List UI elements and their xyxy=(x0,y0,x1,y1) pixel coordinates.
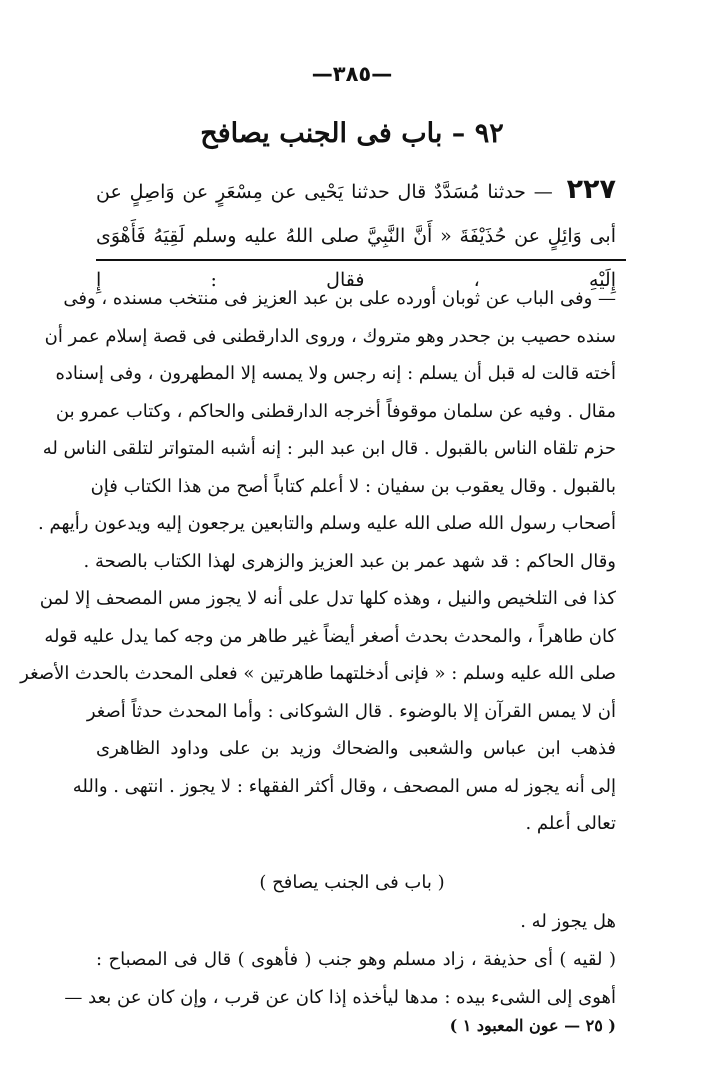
commentary-line: مقال . وفيه عن سلمان موقوفاً أخرجه الدارقطنى والحاكم ، وكتاب عمرو بن xyxy=(55,400,616,422)
commentary xyxy=(20,280,616,843)
notes-line: أهوى إلى الشىء بيده : مدها ليأخذه إذا كان عن قرب ، وإن كان عن بعد — xyxy=(64,987,616,1008)
commentary-line: كذا فى التلخيص والنيل ، وهذه كلها تدل على أنه لا يجوز مس المصحف إلا لمن xyxy=(39,588,616,609)
footnote-divider xyxy=(96,259,626,261)
commentary-line: تعالى أعلم . xyxy=(525,813,616,834)
commentary-line: بالقبول . وقال يعقوب بن سفيان : لا أعلم كتاباً أصح من هذا الكتاب فإن xyxy=(90,475,616,497)
commentary-line: أخته قالت له قبل أن يسلم : إنه رجس ولا يمسه إلا المطهرون ، وفى إسناده xyxy=(55,363,616,384)
notes-line: ( لقيه ) أى حذيفة ، زاد مسلم وهو جنب ( فأهوى ) قال فى المصباح : xyxy=(96,949,616,970)
section-heading: ( باب فى الجنب يصافح ) xyxy=(259,872,445,893)
commentary-line: فذهب ابن عباس والشعبى والضحاك وزيد بن على وداود الظاهرى xyxy=(96,738,616,759)
page-number: —٣٨٥— xyxy=(311,62,393,86)
commentary-line: أصحاب رسول الله صلى الله عليه وسلم والتابعين يرجعون إليه ويدعون رأيهم . xyxy=(38,513,616,534)
hadith-number: ٢٢٧ xyxy=(566,174,617,205)
commentary-line: حزم تلقاه الناس بالقبول . قال ابن عبد البر : إنه أشبه المتواتر لتلقى الناس له xyxy=(42,438,616,459)
commentary-line: سنده حصيب بن جحدر وهو متروك ، وروى الدارقطنى فى قصة إسلام عمر أن xyxy=(44,325,616,347)
chapter-title: ٩٢ – باب فى الجنب يصافح xyxy=(200,118,504,149)
commentary-line: أن لا يمس القرآن إلا بالوضوء . قال الشوكانى : وأما المحدث حدثاً أصغر xyxy=(86,700,616,722)
commentary-line: — وفى الباب عن ثوبان أورده على بن عبد العزيز فى منتخب مسنده ، وفى xyxy=(63,288,616,309)
hadith-text: — حدثنا مُسَدَّدٌ قال حدثنا يَحْيى عن مِسْعَرٍ عن وَاصِلٍ عن أبى وَائِلٍ عن حُذَيْفَةَ « أَنَّ النَّبِيَّ صلى اللهُ عليه وسلم لَقِيَهُ فَأَهْوَى إِلَيْهِ ، فقال : إِ xyxy=(96,181,616,291)
page-footer: ( ٢٥ — عون المعبود ١ ) xyxy=(449,1016,616,1035)
notes xyxy=(64,903,616,1017)
notes-line: هل يجوز له . xyxy=(520,911,616,932)
commentary-line: صلى الله عليه وسلم : « فإنى أدخلتهما طاهرتين » فعلى المحدث بالحدث الأصغر xyxy=(20,663,616,684)
commentary-line: وقال الحاكم : قد شهد عمر بن عبد العزيز والزهرى لهذا الكتاب بالصحة . xyxy=(83,550,616,572)
commentary-line: إلى أنه يجوز له مس المصحف ، وقال أكثر الفقهاء : لا يجوز . انتهى . والله xyxy=(72,775,616,797)
commentary-line: كان طاهراً ، والمحدث بحدث أصغر أيضاً غير طاهر من وجه كما يدل عليه قوله xyxy=(44,625,616,647)
